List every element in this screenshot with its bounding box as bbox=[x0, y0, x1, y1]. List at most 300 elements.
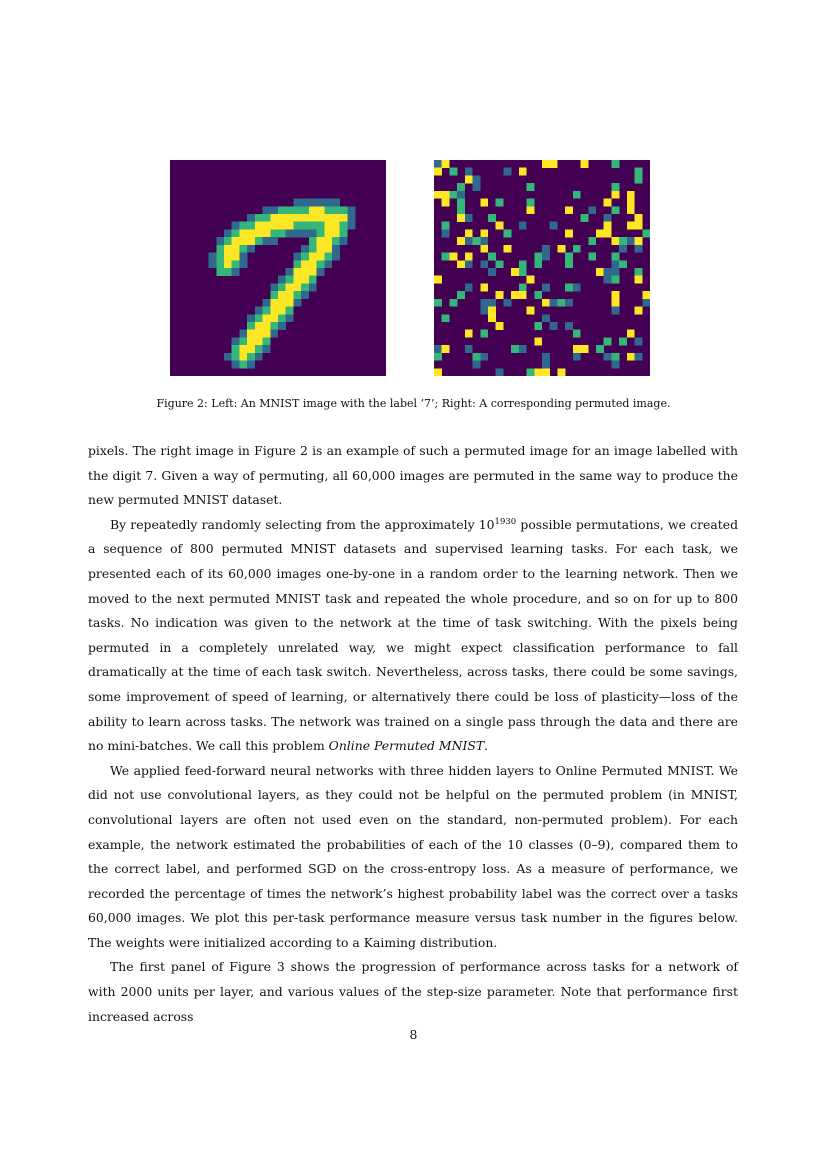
pixel bbox=[247, 330, 255, 338]
pixel bbox=[465, 214, 473, 222]
pixel bbox=[309, 206, 317, 214]
pixel bbox=[527, 199, 535, 207]
pixel bbox=[239, 260, 247, 268]
pixel bbox=[527, 368, 535, 376]
pixel bbox=[611, 237, 619, 245]
pixel bbox=[286, 299, 294, 307]
pixel bbox=[347, 206, 355, 214]
pixel bbox=[588, 237, 596, 245]
pixel bbox=[442, 191, 450, 199]
pixel bbox=[317, 214, 325, 222]
pixel bbox=[247, 314, 255, 322]
pixel bbox=[503, 299, 511, 307]
pixel bbox=[224, 229, 232, 237]
pixel bbox=[324, 245, 332, 253]
pixel bbox=[247, 214, 255, 222]
pixel bbox=[232, 361, 240, 369]
pixel bbox=[247, 337, 255, 345]
pixel bbox=[216, 260, 224, 268]
pixel bbox=[635, 268, 643, 276]
pixel bbox=[255, 353, 263, 361]
pixel bbox=[232, 245, 240, 253]
pixel bbox=[642, 299, 650, 307]
pixel bbox=[286, 291, 294, 299]
pixel bbox=[301, 291, 309, 299]
pixel bbox=[457, 237, 465, 245]
pixel bbox=[604, 229, 612, 237]
pixel bbox=[263, 314, 271, 322]
pixel bbox=[480, 307, 488, 315]
pixel bbox=[473, 175, 481, 183]
pixel bbox=[550, 322, 558, 330]
pixel bbox=[247, 353, 255, 361]
pixel bbox=[301, 199, 309, 207]
pixel bbox=[611, 353, 619, 361]
pixel bbox=[293, 283, 301, 291]
pixel bbox=[480, 330, 488, 338]
pixel bbox=[270, 214, 278, 222]
pixel bbox=[503, 245, 511, 253]
pixel bbox=[511, 345, 519, 353]
pixel bbox=[619, 245, 627, 253]
pixel bbox=[434, 191, 442, 199]
pixel bbox=[247, 222, 255, 230]
pixel bbox=[496, 260, 504, 268]
pixel bbox=[457, 183, 465, 191]
pixel bbox=[480, 260, 488, 268]
pixel bbox=[263, 322, 271, 330]
pixel bbox=[534, 322, 542, 330]
pixel bbox=[581, 214, 589, 222]
pixel bbox=[627, 330, 635, 338]
pixel bbox=[434, 353, 442, 361]
pixel bbox=[542, 253, 550, 261]
pixel bbox=[255, 214, 263, 222]
pixel bbox=[635, 353, 643, 361]
pixel bbox=[565, 206, 573, 214]
pixel bbox=[293, 214, 301, 222]
pixel bbox=[317, 229, 325, 237]
pixel bbox=[286, 314, 294, 322]
pixel bbox=[347, 214, 355, 222]
pixel bbox=[347, 222, 355, 230]
pixel bbox=[224, 268, 232, 276]
pixel bbox=[604, 222, 612, 230]
pixel bbox=[635, 214, 643, 222]
pixel bbox=[232, 337, 240, 345]
pixel bbox=[619, 337, 627, 345]
pixel bbox=[611, 253, 619, 261]
pixel bbox=[557, 299, 565, 307]
pixel bbox=[627, 191, 635, 199]
pixel bbox=[519, 291, 527, 299]
pixel bbox=[442, 160, 450, 168]
pixel bbox=[293, 253, 301, 261]
pixel bbox=[332, 229, 340, 237]
pixel bbox=[317, 237, 325, 245]
pixel bbox=[581, 345, 589, 353]
pixel bbox=[270, 283, 278, 291]
pixel bbox=[286, 214, 294, 222]
pixel bbox=[573, 345, 581, 353]
pixel bbox=[278, 322, 286, 330]
pixel bbox=[309, 229, 317, 237]
pixel bbox=[309, 268, 317, 276]
pixel bbox=[232, 260, 240, 268]
pixel bbox=[270, 229, 278, 237]
pixel bbox=[293, 229, 301, 237]
pixel bbox=[480, 199, 488, 207]
mnist-digit-image bbox=[170, 160, 386, 376]
pixel bbox=[247, 361, 255, 369]
pixel bbox=[324, 253, 332, 261]
pixel bbox=[611, 268, 619, 276]
pixel bbox=[324, 206, 332, 214]
pixel bbox=[619, 237, 627, 245]
pixel bbox=[247, 245, 255, 253]
pixel bbox=[434, 276, 442, 284]
pixel bbox=[519, 260, 527, 268]
pixel bbox=[332, 214, 340, 222]
pixel bbox=[519, 283, 527, 291]
pixel bbox=[442, 314, 450, 322]
pixel bbox=[324, 199, 332, 207]
pixel bbox=[635, 307, 643, 315]
pixel bbox=[534, 291, 542, 299]
paragraph-4: The first panel of Figure 3 shows the progression of performance across tasks for a network of with 2000 units per layer, and various values of the step-size parameter. Note that performance first increased across bbox=[88, 959, 738, 1024]
pixel bbox=[503, 229, 511, 237]
pixel bbox=[301, 222, 309, 230]
pixel bbox=[611, 361, 619, 369]
pixel bbox=[480, 237, 488, 245]
pixel bbox=[340, 229, 348, 237]
pixel bbox=[565, 322, 573, 330]
pixel bbox=[324, 237, 332, 245]
pixel bbox=[596, 345, 604, 353]
pixel bbox=[278, 206, 286, 214]
pixel bbox=[465, 260, 473, 268]
pixel bbox=[301, 253, 309, 261]
pixel bbox=[627, 206, 635, 214]
pixel bbox=[627, 199, 635, 207]
pixel bbox=[604, 276, 612, 284]
pixel bbox=[442, 199, 450, 207]
pixel bbox=[340, 214, 348, 222]
paragraph-3: We applied feed-forward neural networks with three hidden layers to Online Permuted MNIST. We did not use convolutional layers, as they could not be helpful on the permuted problem (in MNIST, convolutional layers are often not used even on the standard, non-permuted problem). For each example, the network estimated the probabilities of each of the 10 classes (0–9), compared them to the correct label, and performed SGD on the cross-entropy loss. As a measure of performance, we recorded the percentage of times the network’s highest probability label was the correct over a tasks 60,000 images. We plot this per-task performance measure versus task number in the figures below. The weights were initialized according to a Kaiming distribution. bbox=[88, 762, 738, 950]
pixel bbox=[519, 345, 527, 353]
pixel bbox=[301, 268, 309, 276]
pixel bbox=[465, 330, 473, 338]
pixel bbox=[293, 299, 301, 307]
pixel bbox=[557, 368, 565, 376]
pixel bbox=[581, 160, 589, 168]
pixel bbox=[635, 245, 643, 253]
pixel bbox=[611, 206, 619, 214]
pixel bbox=[293, 291, 301, 299]
pixel bbox=[270, 330, 278, 338]
pixel bbox=[611, 276, 619, 284]
pixel bbox=[239, 222, 247, 230]
pixel bbox=[309, 245, 317, 253]
pixel bbox=[473, 361, 481, 369]
pixel bbox=[604, 214, 612, 222]
pixel bbox=[309, 283, 317, 291]
pixel bbox=[324, 260, 332, 268]
pixel bbox=[565, 229, 573, 237]
pixel bbox=[573, 330, 581, 338]
pixel bbox=[635, 337, 643, 345]
pixel bbox=[263, 222, 271, 230]
pixel bbox=[604, 199, 612, 207]
pixel bbox=[232, 222, 240, 230]
figure-caption: Figure 2: Left: An MNIST image with the label ‘7’; Right: A corresponding permuted image. bbox=[156, 397, 671, 410]
pixel bbox=[209, 260, 217, 268]
pixel bbox=[239, 330, 247, 338]
pixel bbox=[239, 237, 247, 245]
pixel bbox=[278, 214, 286, 222]
pixel bbox=[604, 353, 612, 361]
pixel bbox=[604, 337, 612, 345]
pixel bbox=[317, 206, 325, 214]
pixel bbox=[635, 175, 643, 183]
pixel bbox=[550, 160, 558, 168]
pixel bbox=[309, 260, 317, 268]
pixel bbox=[239, 345, 247, 353]
pixel bbox=[511, 268, 519, 276]
pixel bbox=[286, 268, 294, 276]
pixel bbox=[317, 260, 325, 268]
pixel bbox=[278, 222, 286, 230]
pixel bbox=[270, 291, 278, 299]
pixel bbox=[542, 368, 550, 376]
pixel bbox=[627, 353, 635, 361]
pixel bbox=[263, 337, 271, 345]
pixel bbox=[611, 299, 619, 307]
pixel bbox=[550, 299, 558, 307]
pixel bbox=[488, 214, 496, 222]
pixel bbox=[232, 253, 240, 261]
pixel bbox=[496, 291, 504, 299]
pixel bbox=[449, 299, 457, 307]
pixel bbox=[239, 361, 247, 369]
pixel bbox=[293, 268, 301, 276]
pixel bbox=[565, 283, 573, 291]
pixel bbox=[286, 276, 294, 284]
pixel bbox=[511, 291, 519, 299]
pixel bbox=[332, 253, 340, 261]
pixel bbox=[465, 345, 473, 353]
pixel bbox=[224, 245, 232, 253]
pixel bbox=[488, 307, 496, 315]
pixel bbox=[278, 283, 286, 291]
pixel bbox=[239, 337, 247, 345]
pixel bbox=[293, 199, 301, 207]
pixel bbox=[340, 206, 348, 214]
pixel bbox=[565, 299, 573, 307]
pixel bbox=[278, 276, 286, 284]
pixel bbox=[263, 214, 271, 222]
pixel bbox=[247, 322, 255, 330]
pixel bbox=[434, 168, 442, 176]
pixel bbox=[301, 214, 309, 222]
pixel bbox=[488, 314, 496, 322]
pixel bbox=[216, 237, 224, 245]
pixel bbox=[527, 183, 535, 191]
pixel bbox=[232, 353, 240, 361]
pixel bbox=[293, 276, 301, 284]
pixel bbox=[619, 260, 627, 268]
pixel bbox=[309, 214, 317, 222]
pixel bbox=[332, 206, 340, 214]
pixel bbox=[224, 260, 232, 268]
pixel bbox=[270, 307, 278, 315]
permuted-image bbox=[434, 160, 650, 376]
pixel bbox=[286, 283, 294, 291]
pixel bbox=[270, 222, 278, 230]
pixel bbox=[442, 222, 450, 230]
pixel bbox=[573, 353, 581, 361]
pixel bbox=[434, 160, 442, 168]
pixel bbox=[263, 229, 271, 237]
pixel bbox=[232, 268, 240, 276]
paragraph-1: pixels. The right image in Figure 2 is an example of such a permuted image for an image labelled with the digit 7. Given a way of permuting, all 60,000 images are permuted in the same way to produce the new permuted MNIST dataset. bbox=[88, 443, 738, 508]
pixel bbox=[332, 237, 340, 245]
pixel bbox=[301, 283, 309, 291]
pixel bbox=[573, 283, 581, 291]
pixel bbox=[457, 191, 465, 199]
pixel bbox=[542, 160, 550, 168]
pixel bbox=[473, 183, 481, 191]
pixel bbox=[216, 245, 224, 253]
page-number: 8 bbox=[409, 1027, 418, 1042]
pixel bbox=[465, 283, 473, 291]
pixel bbox=[255, 330, 263, 338]
pixel bbox=[324, 229, 332, 237]
pixel bbox=[480, 353, 488, 361]
pixel bbox=[496, 222, 504, 230]
pixel bbox=[270, 314, 278, 322]
pixel bbox=[480, 245, 488, 253]
pixel bbox=[442, 229, 450, 237]
pixel bbox=[596, 268, 604, 276]
pixel bbox=[465, 175, 473, 183]
pixel bbox=[309, 253, 317, 261]
pixel bbox=[216, 253, 224, 261]
pixel bbox=[573, 245, 581, 253]
pixel bbox=[255, 345, 263, 353]
pixel bbox=[527, 276, 535, 284]
pixel bbox=[565, 253, 573, 261]
pixel bbox=[239, 353, 247, 361]
pixel bbox=[449, 191, 457, 199]
pixel bbox=[588, 206, 596, 214]
pixel bbox=[301, 260, 309, 268]
pixel bbox=[255, 322, 263, 330]
pixel bbox=[627, 222, 635, 230]
pixel bbox=[480, 283, 488, 291]
pixel bbox=[457, 199, 465, 207]
pixel bbox=[301, 206, 309, 214]
pixel bbox=[588, 253, 596, 261]
pixel bbox=[239, 229, 247, 237]
pixel bbox=[635, 222, 643, 230]
pixel bbox=[635, 276, 643, 284]
pixel bbox=[332, 222, 340, 230]
pixel bbox=[527, 307, 535, 315]
pixel bbox=[465, 237, 473, 245]
pixel bbox=[263, 307, 271, 315]
pixel bbox=[263, 345, 271, 353]
pixel bbox=[473, 237, 481, 245]
pixel bbox=[534, 253, 542, 261]
pixel bbox=[534, 337, 542, 345]
pixel bbox=[550, 222, 558, 230]
pixel bbox=[332, 245, 340, 253]
pixel bbox=[480, 299, 488, 307]
pixel bbox=[496, 199, 504, 207]
pixel bbox=[286, 229, 294, 237]
pixel bbox=[317, 253, 325, 261]
pixel bbox=[488, 299, 496, 307]
pixel bbox=[457, 214, 465, 222]
pixel bbox=[216, 268, 224, 276]
pixel bbox=[255, 237, 263, 245]
pixel bbox=[573, 191, 581, 199]
pixel bbox=[224, 237, 232, 245]
pixel bbox=[611, 191, 619, 199]
pixel bbox=[465, 253, 473, 261]
pixel bbox=[263, 299, 271, 307]
pixel bbox=[340, 222, 348, 230]
pixel bbox=[442, 345, 450, 353]
pixel bbox=[434, 368, 442, 376]
pixel bbox=[434, 345, 442, 353]
pixel bbox=[627, 237, 635, 245]
pixel bbox=[278, 299, 286, 307]
pixel bbox=[457, 206, 465, 214]
pixel bbox=[263, 237, 271, 245]
pixel bbox=[309, 222, 317, 230]
pixel bbox=[247, 229, 255, 237]
pixel bbox=[496, 368, 504, 376]
pixel bbox=[442, 253, 450, 261]
pixel bbox=[286, 206, 294, 214]
pixel bbox=[270, 206, 278, 214]
pixel bbox=[293, 206, 301, 214]
pixel bbox=[565, 260, 573, 268]
pixel bbox=[642, 291, 650, 299]
pixel bbox=[542, 283, 550, 291]
pixel bbox=[488, 253, 496, 261]
pixel bbox=[542, 353, 550, 361]
pixel bbox=[317, 245, 325, 253]
pixel bbox=[457, 260, 465, 268]
pixel bbox=[340, 237, 348, 245]
pixel bbox=[278, 229, 286, 237]
pixel bbox=[519, 222, 527, 230]
pixel bbox=[542, 361, 550, 369]
pixel bbox=[473, 353, 481, 361]
pixel bbox=[480, 229, 488, 237]
pixel bbox=[255, 229, 263, 237]
pixel bbox=[317, 268, 325, 276]
pixel bbox=[239, 245, 247, 253]
pixel bbox=[239, 253, 247, 261]
pixel bbox=[224, 253, 232, 261]
body-text bbox=[88, 439, 738, 1029]
pixel bbox=[635, 168, 643, 176]
pixel bbox=[465, 168, 473, 176]
